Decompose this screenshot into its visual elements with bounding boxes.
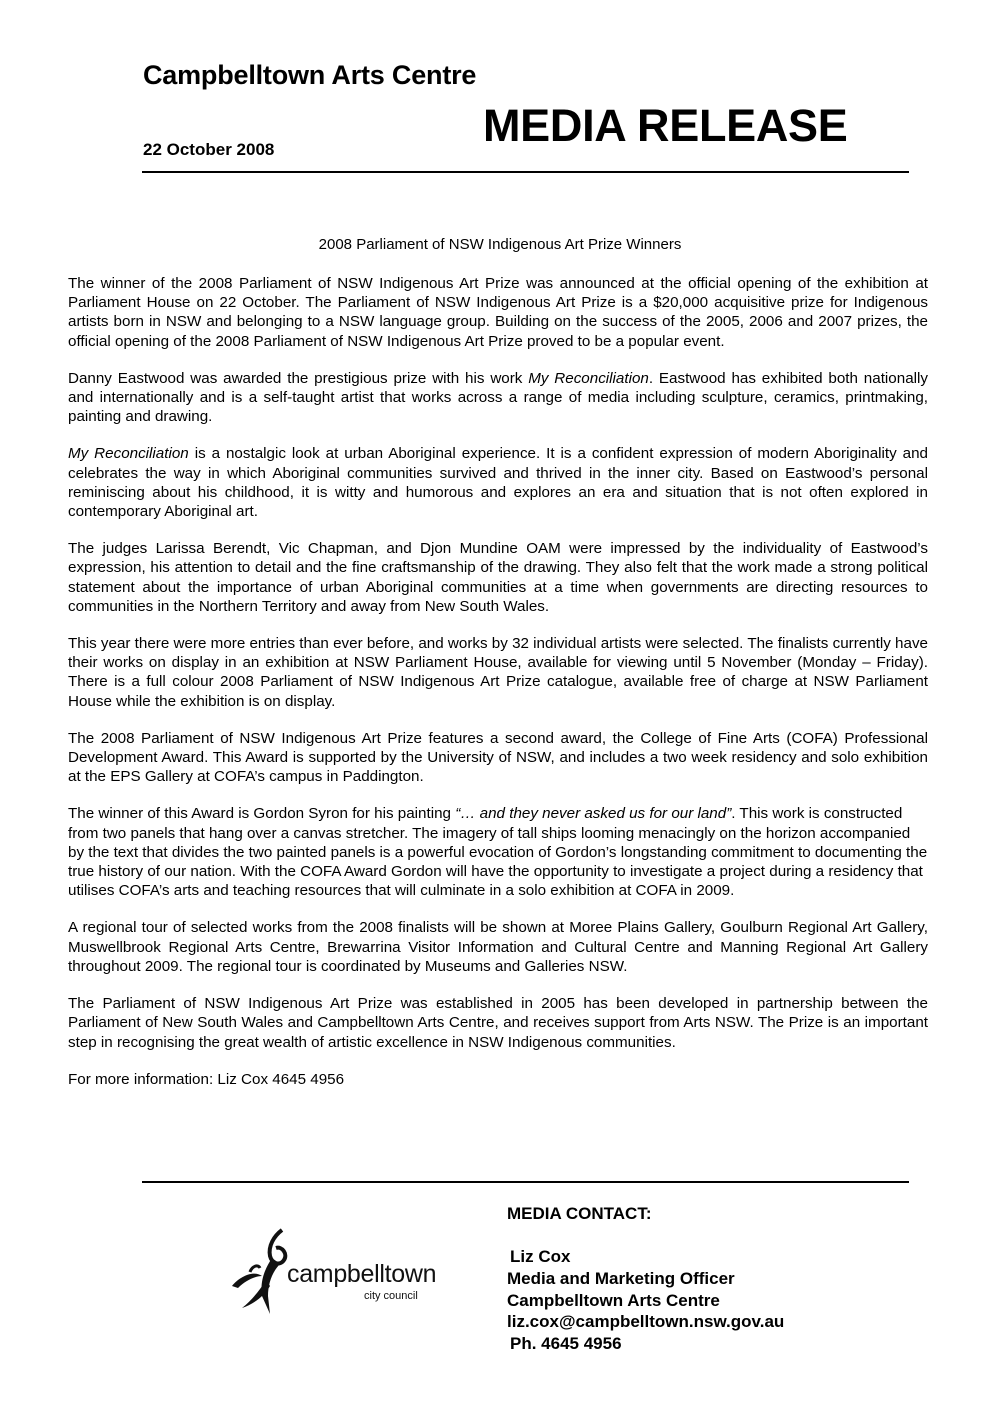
paragraph-finalists: This year there were more entries than ever before, and works by 32 individual artists were selected. The finalists currently have their works on display in an exhibition at NSW Parliament House, available for viewing until 5 November (Monday – Friday). There is a full colour 2008 Parliament of NSW Indigenous Art Prize catalogue, available free of charge at NSW Parliament House while the exhibition is on display. bbox=[68, 635, 928, 710]
media-contact-heading: MEDIA CONTACT: bbox=[507, 1204, 652, 1223]
contact-organisation: Campbelltown Arts Centre bbox=[507, 1290, 720, 1310]
paragraph-cofa-winner: The winner of this Award is Gordon Syron for his painting “… and they never asked us for our land”. This work is constructed from two panels that hang over a canvas stretcher. The imagery of tall ships looming menacingly on the horizon accompanied by the text that divides the two painted panels is a powerful evocation of Gordon’s longstanding commitment to documenting the true history of our nation. With the COFA Award Gordon will have the opportunity to investigate a project during a residency that utilises COFA’s arts and teaching resources that will culminate in a solo exhibition at COFA in 2009. bbox=[68, 805, 928, 900]
media-contact bbox=[507, 1204, 784, 1355]
header-divider bbox=[142, 171, 909, 173]
artwork-title: My Reconciliation bbox=[68, 445, 189, 463]
painting-title: “… and they never asked us for our land” bbox=[455, 805, 732, 823]
campbelltown-logo bbox=[230, 1226, 440, 1321]
more-information: For more information: Liz Cox 4645 4956 bbox=[68, 1070, 345, 1088]
paragraph-partnership: The Parliament of NSW Indigenous Art Prize was established in 2005 has been developed in partnership between the Parliament of New South Wales and Campbelltown Arts Centre, and receives support from Arts NSW. The Prize is an important step in recognising the great wealth of artistic excellence in NSW Indigenous communities. bbox=[68, 995, 928, 1051]
logo-wordmark: campbelltown bbox=[287, 1260, 437, 1288]
contact-email[interactable]: liz.cox@campbelltown.nsw.gov.au bbox=[507, 1312, 785, 1332]
paragraph-cofa-award: The 2008 Parliament of NSW Indigenous Art Prize features a second award, the College of Fine Arts (COFA) Professional Development Award. This Award is supported by the University of NSW, and includes a two week residency and solo exhibition at the EPS Gallery at COFA’s campus in Paddington. bbox=[68, 729, 928, 786]
paragraph-regional-tour: A regional tour of selected works from the 2008 finalists will be shown at Moree Plains Gallery, Goulburn Regional Art Gallery, Muswellbrook Regional Arts Centre, Brewarrina Visitor Information and Cultural Centre and Manning Regional Art Gallery throughout 2009. The regional tour is coordinated by Museums and Galleries NSW. bbox=[68, 919, 928, 975]
contact-phone: Ph. 4645 4956 bbox=[510, 1334, 622, 1354]
contact-name: Liz Cox bbox=[510, 1247, 571, 1266]
organisation-name: Campbelltown Arts Centre bbox=[143, 60, 477, 90]
release-date: 22 October 2008 bbox=[143, 140, 275, 159]
footer-divider bbox=[142, 1181, 909, 1183]
media-release-heading: MEDIA RELEASE bbox=[483, 100, 848, 151]
artwork-title: My Reconciliation bbox=[528, 369, 649, 387]
document-title: 2008 Parliament of NSW Indigenous Art Prize Winners bbox=[318, 236, 682, 253]
body-text bbox=[68, 274, 928, 1107]
paragraph-judges: The judges Larissa Berendt, Vic Chapman, and Djon Mundine OAM were impressed by the individuality of Eastwood’s expression, his attention to detail and the fine craftsmanship of the drawing. They also felt that the work made a strong political statement about the importance of urban Aboriginal communities at a time when governments are directing resources to communities in the Northern Territory and away from New South Wales. bbox=[68, 540, 928, 615]
paragraph-announcement: The winner of the 2008 Parliament of NSW Indigenous Art Prize was announced at the official opening of the exhibition at Parliament House on 22 October. The Parliament of NSW Indigenous Art Prize is a $20,000 acquisitive prize for Indigenous artists born in NSW and belonging to a NSW language group. Building on the success of the 2005, 2006 and 2007 prizes, the official opening of the 2008 Parliament of NSW Indigenous Art Prize proved to be a popular event. bbox=[68, 275, 928, 350]
contact-role: Media and Marketing Officer bbox=[507, 1268, 735, 1288]
logo-subtitle: city council bbox=[364, 1290, 418, 1302]
paragraph-winner: Danny Eastwood was awarded the prestigious prize with his work My Reconciliation. Eastwood has exhibited both nationally and internationally and is a self-taught artist that works across a range of media including sculpture, ceramics, printmaking, painting and drawing. bbox=[68, 369, 928, 426]
paragraph-artwork: My Reconciliation is a nostalgic look at urban Aboriginal experience. It is a confident expression of modern Aboriginality and celebrates the way in which Aboriginal communities survived and thrived in the inner city. Based on Eastwood’s personal reminiscing about his childhood, it is witty and humorous and explores an era and situation that is not often explored in contemporary Aboriginal art. bbox=[68, 445, 928, 521]
